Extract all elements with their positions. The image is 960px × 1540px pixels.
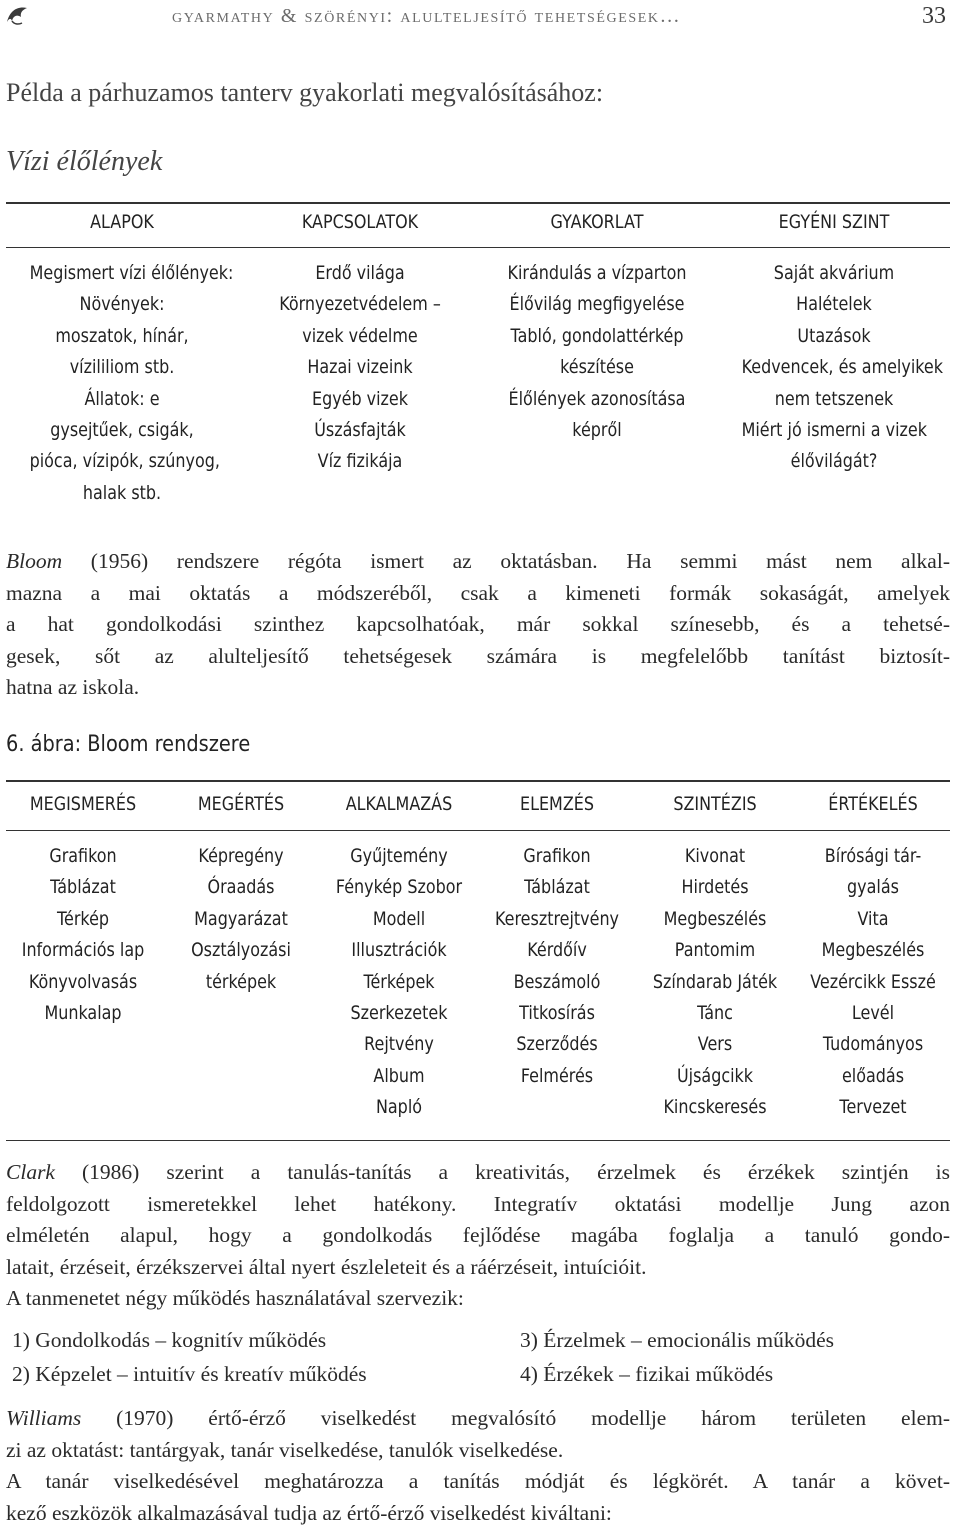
table-cell: Növények:	[79, 293, 165, 316]
paragraph-line: elméletén alapul, hogy a gondolkodás fejlődése magába foglalja a tanuló gondo-	[6, 1223, 950, 1247]
table-cell: Erdő világa	[315, 262, 405, 284]
table-cell: Utazások	[797, 324, 871, 347]
table-cell: gysejtűek, csigák,	[50, 419, 194, 442]
figure-col-header: MEGISMERÉS	[29, 793, 137, 815]
table-cell: Felmérés	[520, 1064, 594, 1087]
paragraph-line: latait, érzéseit, érzékszervei által nyert észleleteit és a ráérzéseit, intuícióit.	[6, 1254, 647, 1279]
table-cell: Táblázat	[524, 876, 590, 899]
table-cell: Hirdetés	[681, 876, 749, 899]
table-cell: halak stb.	[82, 481, 162, 504]
figure-caption: 6. ábra: Bloom rendszere	[6, 732, 251, 757]
author-bloom: Bloom	[6, 549, 63, 573]
paragraph-line: feldolgozott ismeretekkel lehet hatékony. Integratív oktatási modellje Jung azon	[6, 1191, 950, 1216]
table-cell: Vezércikk Esszé	[810, 970, 936, 993]
table-cell: pióca, vízipók, szúnyog,	[29, 450, 220, 473]
table-cell: Kirándulás a vízparton	[507, 262, 687, 284]
table-cell: Könyvolvasás	[28, 970, 138, 993]
figure-col-header: ELEMZÉS	[520, 793, 594, 815]
table-cell: Úszásfajták	[314, 419, 406, 442]
table-cell: Szerződés	[516, 1033, 598, 1056]
paragraph-line: mazna a mai oktatás a módszeréből, csak a kimeneti formák sokaságát, amelyek	[6, 580, 950, 605]
figure-col-alkalmazas	[333, 841, 466, 1124]
running-title: gyarmathy & szörényi: alulteljesítő tehetségesek…	[172, 5, 682, 27]
figure-col-szintezis	[649, 841, 782, 1124]
table-cell: Gyűjtemény	[350, 845, 448, 867]
table-cell: Tervezet	[839, 1096, 907, 1119]
example-title: Példa a párhuzamos tanterv gyakorlati megvalósításához:	[6, 78, 604, 107]
table-cell: előadás	[841, 1064, 905, 1087]
paragraph-line: zi az oktatást: tantárgyak, tanár viselkedése, tanulók viselkedése.	[6, 1437, 564, 1462]
table-cell: Környezetvédelem –	[279, 293, 441, 316]
table-cell: vizek védelme	[302, 324, 418, 347]
paragraph-line: hatna az iskola.	[6, 675, 140, 699]
table-cell: Vers	[697, 1033, 733, 1056]
table-cell: Színdarab Játék	[652, 970, 778, 993]
example-col-egyeni-szint	[741, 258, 943, 478]
table-cell: Rejtvény	[364, 1033, 434, 1056]
table-cell: vízililiom stb.	[69, 356, 175, 379]
example-col-alapok	[29, 258, 234, 509]
example-col-header: EGYÉNI SZINT	[778, 211, 890, 233]
table-cell: Tabló, gondolattérkép	[510, 324, 684, 347]
table-cell: gyalás	[847, 876, 899, 899]
williams-paragraph	[6, 1403, 950, 1529]
figure-top-rule	[6, 780, 950, 782]
fleuron-icon	[4, 4, 30, 26]
table-cell: Képregény	[198, 845, 284, 867]
example-col-header: KAPCSOLATOK	[301, 211, 419, 233]
table-cell: térképek	[205, 970, 277, 993]
table-cell: Osztályozási	[191, 939, 291, 962]
table-cell: Hazai vizeink	[307, 356, 413, 379]
figure-col-ertekeles	[807, 841, 940, 1124]
table-cell: Miért jó ismerni a vizek	[741, 419, 927, 442]
function-item: 2) Képzelet – intuitív és kreatív működés	[12, 1362, 367, 1386]
table-cell: Kincskeresés	[663, 1096, 767, 1119]
table-cell: Megbeszélés	[821, 939, 925, 962]
example-col-gyakorlat	[505, 258, 690, 446]
function-item: 1) Gondolkodás – kognitív működés	[12, 1328, 327, 1352]
table-cell: Újságcikk	[676, 1064, 754, 1087]
table-cell: Információs lap	[21, 939, 145, 962]
table-cell: Állatok: e	[84, 387, 160, 410]
table-cell: Térkép	[56, 907, 110, 930]
figure-bottom-rule	[6, 1140, 950, 1141]
table-cell: Egyéb vizek	[311, 387, 408, 410]
example-col-header: ALAPOK	[90, 211, 154, 233]
table-cell: Kedvencek, és amelyikek	[741, 356, 943, 379]
paragraph-line: A tanár viselkedésével meghatározza a tanítás módját és légkörét. A tanár a követ-	[6, 1469, 950, 1493]
paragraph-line: kező eszközök alkalmazásával tudja az értő-érző viselkedést kiváltani:	[6, 1500, 612, 1525]
table-cell: Fénykép Szobor	[335, 876, 463, 899]
table-cell: Kivonat	[684, 845, 746, 867]
example-subtitle: Vízi élőlények	[6, 146, 163, 177]
page-number: 33	[922, 3, 946, 29]
table-cell: Szerkezetek	[350, 1002, 448, 1025]
figure-col-header: SZINTÉZIS	[673, 793, 757, 815]
figure-col-header: ALKALMAZÁS	[345, 793, 453, 815]
table-cell: Beszámoló	[513, 970, 601, 993]
table-cell: Grafikon	[49, 845, 117, 867]
function-item: 3) Érzelmek – emocionális működés	[520, 1328, 835, 1352]
functions-intro: A tanmenetet négy működés használatával szervezik:	[6, 1286, 464, 1310]
table-cell: Tánc	[697, 1002, 733, 1025]
table-cell: Munkalap	[44, 1002, 122, 1025]
table-cell: Élőlények azonosítása	[508, 387, 686, 410]
figure-col-elemzes	[491, 841, 624, 1092]
table-cell: Megismert vízi élőlények:	[29, 262, 234, 284]
figure-col-header: ÉRTÉKELÉS	[828, 793, 918, 815]
table-cell: Táblázat	[50, 876, 116, 899]
table-header-rule	[6, 247, 950, 248]
table-cell: Tudományos	[822, 1033, 924, 1056]
table-cell: élővilágát?	[790, 450, 878, 473]
figure-header-rule	[6, 830, 950, 831]
table-cell: Bírósági tár-	[824, 845, 922, 867]
function-item: 4) Érzékek – fizikai működés	[520, 1362, 774, 1386]
figure-col-megertes	[175, 841, 308, 998]
bloom-paragraph	[6, 546, 950, 704]
table-cell: Grafikon	[523, 845, 591, 867]
table-cell: Album	[373, 1064, 425, 1087]
paragraph-line: (1986) szerint a tanulás-tanítás a kreativitás, érzelmek és érzékek szintjén is	[54, 1160, 950, 1184]
table-cell: Napló	[375, 1096, 423, 1119]
paragraph-line: a hat gondolkodási szinthez kapcsolhatóak, már sokkal színesebb, és a tehetsé-	[6, 612, 950, 636]
table-cell: Keresztrejtvény	[494, 907, 620, 930]
table-cell: Modell	[372, 907, 426, 930]
figure-col-header: MEGÉRTÉS	[197, 793, 285, 815]
example-col-header: GYAKORLAT	[550, 211, 644, 233]
table-cell: Megbeszélés	[663, 907, 767, 930]
clark-paragraph	[6, 1157, 950, 1315]
table-cell: Halételek	[796, 293, 872, 316]
table-cell: moszatok, hínár,	[55, 324, 189, 347]
table-cell: Magyarázat	[194, 907, 288, 930]
table-cell: nem tetszenek	[774, 387, 894, 410]
running-header	[0, 0, 950, 38]
author-williams: Williams	[6, 1406, 82, 1430]
table-top-rule	[6, 202, 950, 204]
table-cell: Illusztrációk	[351, 939, 447, 962]
table-cell: Térképek	[363, 970, 435, 993]
table-cell: Saját akvárium	[773, 262, 895, 284]
table-cell: Pantomim	[674, 939, 756, 962]
table-cell: Levél	[851, 1002, 895, 1025]
paragraph-line: gesek, sőt az alulteljesítő tehetségesek számára is megfelelőbb tanítást biztosít-	[6, 643, 950, 668]
table-cell: Óraadás	[207, 876, 275, 899]
paragraph-line: (1970) értő-érző viselkedést megvalósító modellje három területen elem-	[81, 1406, 950, 1430]
paragraph-line: (1956) rendszere régóta ismert az oktatásban. Ha semmi mást nem alkal-	[62, 549, 950, 573]
author-clark: Clark	[6, 1160, 55, 1184]
example-col-kapcsolatok	[268, 258, 453, 478]
figure-col-megismeres	[18, 841, 147, 1029]
table-cell: Víz fizikája	[317, 450, 403, 473]
table-cell: Vita	[857, 907, 889, 930]
table-cell: Kérdőív	[527, 939, 587, 962]
table-cell: készítése	[560, 356, 634, 379]
table-cell: Titkosírás	[519, 1002, 595, 1025]
table-cell: Élővilág megfigyelése	[509, 293, 685, 316]
table-cell: képről	[572, 419, 622, 442]
